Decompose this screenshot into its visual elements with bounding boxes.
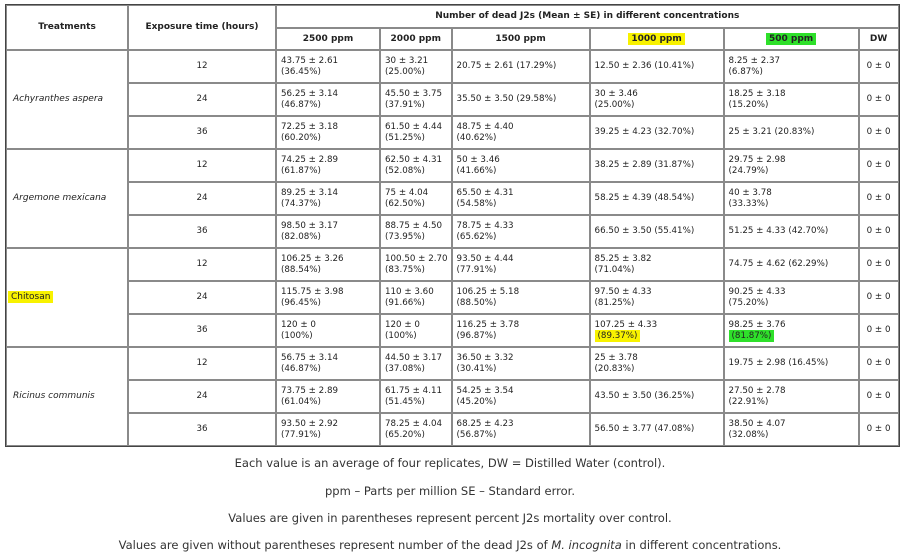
results-table-container (5, 4, 900, 447)
exposure-hours-cell: 36 (128, 314, 276, 347)
percent-mortality-value: (22.91%) (728, 396, 769, 407)
value-cell (380, 413, 452, 446)
mean-se-value: 68.25 ± 4.23 (456, 418, 514, 429)
mean-se-value: 115.75 ± 3.98 (281, 286, 344, 297)
percent-mortality-value: (46.87%) (281, 363, 321, 374)
percent-mortality-value: (100%) (385, 330, 417, 341)
value-cell (452, 149, 590, 182)
mean-se-value: 0 ± 0 (866, 127, 891, 137)
mean-se-value: 0 ± 0 (866, 226, 891, 236)
mean-se-value: 38.25 ± 2.89 (31.87%) (594, 160, 695, 170)
mean-se-value: 20.75 ± 2.61 (17.29%) (456, 61, 557, 71)
value-cell (380, 248, 452, 281)
mean-se-value: 36.50 ± 3.32 (456, 352, 514, 363)
percent-mortality-value: (52.08%) (385, 165, 425, 176)
value-cell (724, 413, 859, 446)
mean-se-value: 61.50 ± 4.44 (385, 121, 443, 132)
mean-se-value: 120 ± 0 (281, 319, 316, 330)
mean-se-value: 62.50 ± 4.31 (385, 154, 443, 165)
percent-mortality-value: (45.20%) (456, 396, 497, 407)
value-cell (724, 182, 859, 215)
mean-se-value: 0 ± 0 (866, 391, 891, 401)
value-cell (590, 83, 724, 116)
mean-se-value: 0 ± 0 (866, 94, 891, 104)
value-cell (380, 215, 452, 248)
percent-mortality-value: (73.95%) (385, 231, 425, 242)
mean-se-value: 25 ± 3.21 (20.83%) (728, 127, 815, 137)
percent-mortality-value: (82.08%) (281, 231, 321, 242)
dw-value-cell (859, 380, 899, 413)
table-row (6, 314, 899, 347)
table-row (6, 413, 899, 446)
mean-se-value: 30 ± 3.21 (385, 55, 429, 66)
mean-se-value: 56.75 ± 3.14 (281, 352, 339, 363)
mean-se-value: 27.50 ± 2.78 (728, 385, 786, 396)
mean-se-value: 38.50 ± 4.07 (728, 418, 786, 429)
treatment-name: Achyranthes aspera (13, 94, 104, 104)
percent-mortality-value: (81.25%) (594, 297, 635, 308)
mean-se-value: 89.25 ± 3.14 (281, 187, 339, 198)
mean-se-value: 107.25 ± 4.33 (594, 319, 658, 330)
percent-mortality-value: (88.50%) (456, 297, 497, 308)
percent-mortality-value: (83.75%) (385, 264, 425, 275)
table-row (6, 281, 899, 314)
value-cell (276, 413, 380, 446)
percent-mortality-value: (65.20%) (385, 429, 425, 440)
mean-se-value: 106.25 ± 5.18 (456, 286, 520, 297)
value-cell (590, 380, 724, 413)
mean-se-value: 78.25 ± 4.04 (385, 418, 443, 429)
mean-se-value: 73.75 ± 2.89 (281, 385, 339, 396)
value-cell (380, 347, 452, 380)
exposure-hours-cell: 12 (128, 248, 276, 281)
exposure-hours-cell: 24 (128, 83, 276, 116)
value-cell (724, 83, 859, 116)
treatment-name: Ricinus communis (13, 391, 95, 401)
conc-header-1000 (590, 28, 724, 50)
value-cell (276, 347, 380, 380)
note-text-post: in different concentrations. (625, 538, 782, 552)
value-cell (380, 281, 452, 314)
mean-se-value: 44.50 ± 3.17 (385, 352, 443, 363)
table-row (6, 182, 899, 215)
percent-mortality-value: (20.83%) (594, 363, 635, 374)
mean-se-value: 56.50 ± 3.77 (47.08%) (594, 424, 695, 434)
mean-se-value: 0 ± 0 (866, 61, 891, 71)
mean-se-value: 40 ± 3.78 (728, 187, 772, 198)
treatment-cell (6, 50, 128, 149)
highlighted-percent: (89.37%) (595, 330, 641, 342)
table-row (6, 149, 899, 182)
results-table (5, 4, 900, 447)
value-cell (452, 248, 590, 281)
percent-mortality-value: (25.00%) (385, 66, 425, 77)
mean-se-value: 65.50 ± 4.31 (456, 187, 514, 198)
value-cell (276, 215, 380, 248)
percent-mortality-value: (61.04%) (281, 396, 321, 407)
dw-value-cell (859, 281, 899, 314)
dw-value-cell (859, 182, 899, 215)
dw-value-cell (859, 116, 899, 149)
percent-mortality-value: (88.54%) (281, 264, 321, 275)
mean-se-value: 30 ± 3.46 (594, 88, 638, 99)
mean-se-value: 43.50 ± 3.50 (36.25%) (594, 391, 695, 401)
value-cell (380, 314, 452, 347)
dw-value-cell (859, 413, 899, 446)
value-cell (590, 314, 724, 347)
value-cell (452, 83, 590, 116)
exposure-hours-cell: 36 (128, 413, 276, 446)
percent-mortality-value: (51.45%) (385, 396, 425, 407)
mean-se-value: 75 ± 4.04 (385, 187, 429, 198)
percent-mortality-value (729, 331, 855, 342)
value-cell (452, 347, 590, 380)
exposure-hours-cell: 12 (128, 347, 276, 380)
value-cell (380, 83, 452, 116)
mean-se-value: 74.25 ± 2.89 (281, 154, 339, 165)
dw-value-cell (859, 50, 899, 83)
percent-mortality-value: (46.87%) (281, 99, 321, 110)
percent-mortality-value: (51.25%) (385, 132, 425, 143)
mean-se-value: 39.25 ± 4.23 (32.70%) (594, 127, 695, 137)
percent-mortality-value: (37.08%) (385, 363, 425, 374)
value-cell (724, 314, 859, 347)
mean-se-value: 72.25 ± 3.18 (281, 121, 339, 132)
mean-se-value: 97.50 ± 4.33 (594, 286, 652, 297)
value-cell (452, 413, 590, 446)
mean-se-value: 25 ± 3.78 (594, 352, 638, 363)
mean-se-value: 78.75 ± 4.33 (456, 220, 514, 231)
percent-mortality-value: (24.79%) (728, 165, 769, 176)
mean-se-value: 8.25 ± 2.37 (728, 55, 781, 66)
note-text-pre: Values are given without parentheses represent number of the dead J2s of (118, 538, 548, 552)
percent-mortality-value: (32.08%) (728, 429, 769, 440)
value-cell (380, 149, 452, 182)
mean-se-value: 90.25 ± 4.33 (728, 286, 786, 297)
exposure-hours-cell: 24 (128, 281, 276, 314)
mean-se-value: 85.25 ± 3.82 (594, 253, 652, 264)
table-row (6, 116, 899, 149)
exposure-hours-cell: 12 (128, 50, 276, 83)
conc-header-2000: 2000 ppm (380, 28, 452, 50)
value-cell (276, 314, 380, 347)
value-cell (724, 347, 859, 380)
percent-mortality-value: (96.45%) (281, 297, 321, 308)
table-row (6, 83, 899, 116)
value-cell (590, 50, 724, 83)
value-cell (276, 248, 380, 281)
percent-mortality-value: (41.66%) (456, 165, 497, 176)
mean-se-value: 18.25 ± 3.18 (728, 88, 786, 99)
percent-mortality-value: (71.04%) (594, 264, 635, 275)
percent-mortality-value: (60.20%) (281, 132, 321, 143)
mean-se-value: 56.25 ± 3.14 (281, 88, 339, 99)
percent-mortality-value: (96.87%) (456, 330, 497, 341)
mean-se-value: 29.75 ± 2.98 (728, 154, 786, 165)
percent-mortality-value: (74.37%) (281, 198, 321, 209)
treatment-name: Argemone mexicana (13, 193, 107, 203)
exposure-hours-cell: 12 (128, 149, 276, 182)
percent-mortality-value: (56.87%) (456, 429, 497, 440)
value-cell (452, 116, 590, 149)
percent-mortality-value: (6.87%) (728, 66, 763, 77)
percent-mortality-value: (30.41%) (456, 363, 497, 374)
mean-se-value: 61.75 ± 4.11 (385, 385, 443, 396)
mean-se-value: 0 ± 0 (866, 358, 891, 368)
mean-se-value: 45.50 ± 3.75 (385, 88, 443, 99)
mean-se-value: 106.25 ± 3.26 (281, 253, 344, 264)
percent-mortality-value: (65.62%) (456, 231, 497, 242)
table-row (6, 347, 899, 380)
note-without-parentheses (0, 538, 900, 552)
conc-header-dw: DW (859, 28, 899, 50)
table-row (6, 215, 899, 248)
results-table-body (6, 50, 899, 446)
value-cell (724, 149, 859, 182)
mean-se-value: 100.50 ± 2.70 (385, 253, 448, 264)
mean-se-value: 98.50 ± 3.17 (281, 220, 339, 231)
percent-mortality-value: (54.58%) (456, 198, 497, 209)
percent-mortality-value (595, 331, 720, 342)
exposure-hours-cell: 36 (128, 215, 276, 248)
mean-se-value: 66.50 ± 3.50 (55.41%) (594, 226, 695, 236)
value-cell (590, 248, 724, 281)
percent-mortality-value: (77.91%) (281, 429, 321, 440)
mean-se-value: 120 ± 0 (385, 319, 420, 330)
dw-value-cell (859, 149, 899, 182)
exposure-hours-cell: 36 (128, 116, 276, 149)
mean-se-value: 74.75 ± 4.62 (62.29%) (728, 259, 829, 269)
mean-se-value: 0 ± 0 (866, 193, 891, 203)
conc-header-500 (724, 28, 859, 50)
value-cell (452, 281, 590, 314)
note-replicates: Each value is an average of four replicates, DW = Distilled Water (control). (234, 456, 666, 470)
value-cell (276, 281, 380, 314)
value-cell (724, 380, 859, 413)
mean-se-value: 0 ± 0 (866, 292, 891, 302)
mean-se-value: 58.25 ± 4.39 (48.54%) (594, 193, 695, 203)
value-cell (590, 116, 724, 149)
mean-se-value: 116.25 ± 3.78 (456, 319, 520, 330)
value-cell (724, 116, 859, 149)
dw-value-cell (859, 347, 899, 380)
value-cell (452, 50, 590, 83)
percent-mortality-value: (15.20%) (728, 99, 769, 110)
mean-se-value: 0 ± 0 (866, 259, 891, 269)
mean-se-value: 43.75 ± 2.61 (281, 55, 339, 66)
value-cell (452, 215, 590, 248)
value-cell (380, 182, 452, 215)
value-cell (724, 248, 859, 281)
table-row (6, 380, 899, 413)
conc-header-2500: 2500 ppm (276, 28, 380, 50)
percent-mortality-value: (62.50%) (385, 198, 425, 209)
dw-value-cell (859, 215, 899, 248)
percent-mortality-value: (25.00%) (594, 99, 635, 110)
treatment-name: Chitosan (8, 291, 53, 303)
value-cell (380, 50, 452, 83)
mean-se-value: 19.75 ± 2.98 (16.45%) (728, 358, 829, 368)
highlight-1000-ppm: 1000 ppm (628, 33, 684, 45)
mean-se-value: 35.50 ± 3.50 (29.58%) (456, 94, 557, 104)
value-cell (590, 149, 724, 182)
mean-se-value: 0 ± 0 (866, 424, 891, 434)
highlight-500-ppm: 500 ppm (766, 33, 816, 45)
value-cell (590, 281, 724, 314)
percent-mortality-value: (75.20%) (728, 297, 769, 308)
value-cell (590, 413, 724, 446)
note-parentheses: Values are given in parentheses represent percent J2s mortality over control. (228, 511, 672, 525)
percent-mortality-value: (61.87%) (281, 165, 321, 176)
dw-value-cell (859, 83, 899, 116)
value-cell (380, 380, 452, 413)
value-cell (724, 281, 859, 314)
mean-se-value: 93.50 ± 4.44 (456, 253, 514, 264)
value-cell (276, 182, 380, 215)
mean-se-value: 0 ± 0 (866, 325, 891, 335)
value-cell (724, 215, 859, 248)
exposure-hours-cell: 24 (128, 182, 276, 215)
note-units: ppm – Parts per million SE – Standard error. (325, 484, 575, 498)
value-cell (590, 347, 724, 380)
value-cell (452, 314, 590, 347)
highlighted-percent: (81.87%) (729, 330, 775, 342)
percent-mortality-value: (100%) (281, 330, 313, 341)
value-cell (590, 215, 724, 248)
mean-se-value: 51.25 ± 4.33 (42.70%) (728, 226, 829, 236)
dw-value-cell (859, 248, 899, 281)
concentrations-group-header: Number of dead J2s (Mean ± SE) in different concentrations (276, 5, 899, 28)
value-cell (276, 83, 380, 116)
conc-header-1500: 1500 ppm (452, 28, 590, 50)
mean-se-value: 50 ± 3.46 (456, 154, 500, 165)
value-cell (276, 380, 380, 413)
exposure-hours-cell: 24 (128, 380, 276, 413)
mean-se-value: 12.50 ± 2.36 (10.41%) (594, 61, 695, 71)
mean-se-value: 88.75 ± 4.50 (385, 220, 443, 231)
percent-mortality-value: (91.66%) (385, 297, 425, 308)
value-cell (380, 116, 452, 149)
treatment-cell (6, 248, 128, 347)
percent-mortality-value: (33.33%) (728, 198, 769, 209)
mean-se-value: 48.75 ± 4.40 (456, 121, 514, 132)
value-cell (276, 50, 380, 83)
table-row (6, 50, 899, 83)
value-cell (590, 182, 724, 215)
species-name: M. incognita (551, 538, 622, 552)
mean-se-value: 0 ± 0 (866, 160, 891, 170)
mean-se-value: 54.25 ± 3.54 (456, 385, 514, 396)
mean-se-value: 93.50 ± 2.92 (281, 418, 339, 429)
exposure-time-header: Exposure time (hours) (128, 5, 276, 50)
treatment-cell (6, 149, 128, 248)
dw-value-cell (859, 314, 899, 347)
percent-mortality-value: (36.45%) (281, 66, 321, 77)
percent-mortality-value: (77.91%) (456, 264, 497, 275)
mean-se-value: 98.25 ± 3.76 (728, 319, 786, 330)
mean-se-value: 110 ± 3.60 (385, 286, 434, 297)
value-cell (452, 182, 590, 215)
treatments-header: Treatments (6, 5, 128, 50)
percent-mortality-value: (37.91%) (385, 99, 425, 110)
value-cell (276, 116, 380, 149)
treatment-cell (6, 347, 128, 446)
value-cell (724, 50, 859, 83)
percent-mortality-value: (40.62%) (456, 132, 497, 143)
value-cell (452, 380, 590, 413)
table-row (6, 248, 899, 281)
value-cell (276, 149, 380, 182)
